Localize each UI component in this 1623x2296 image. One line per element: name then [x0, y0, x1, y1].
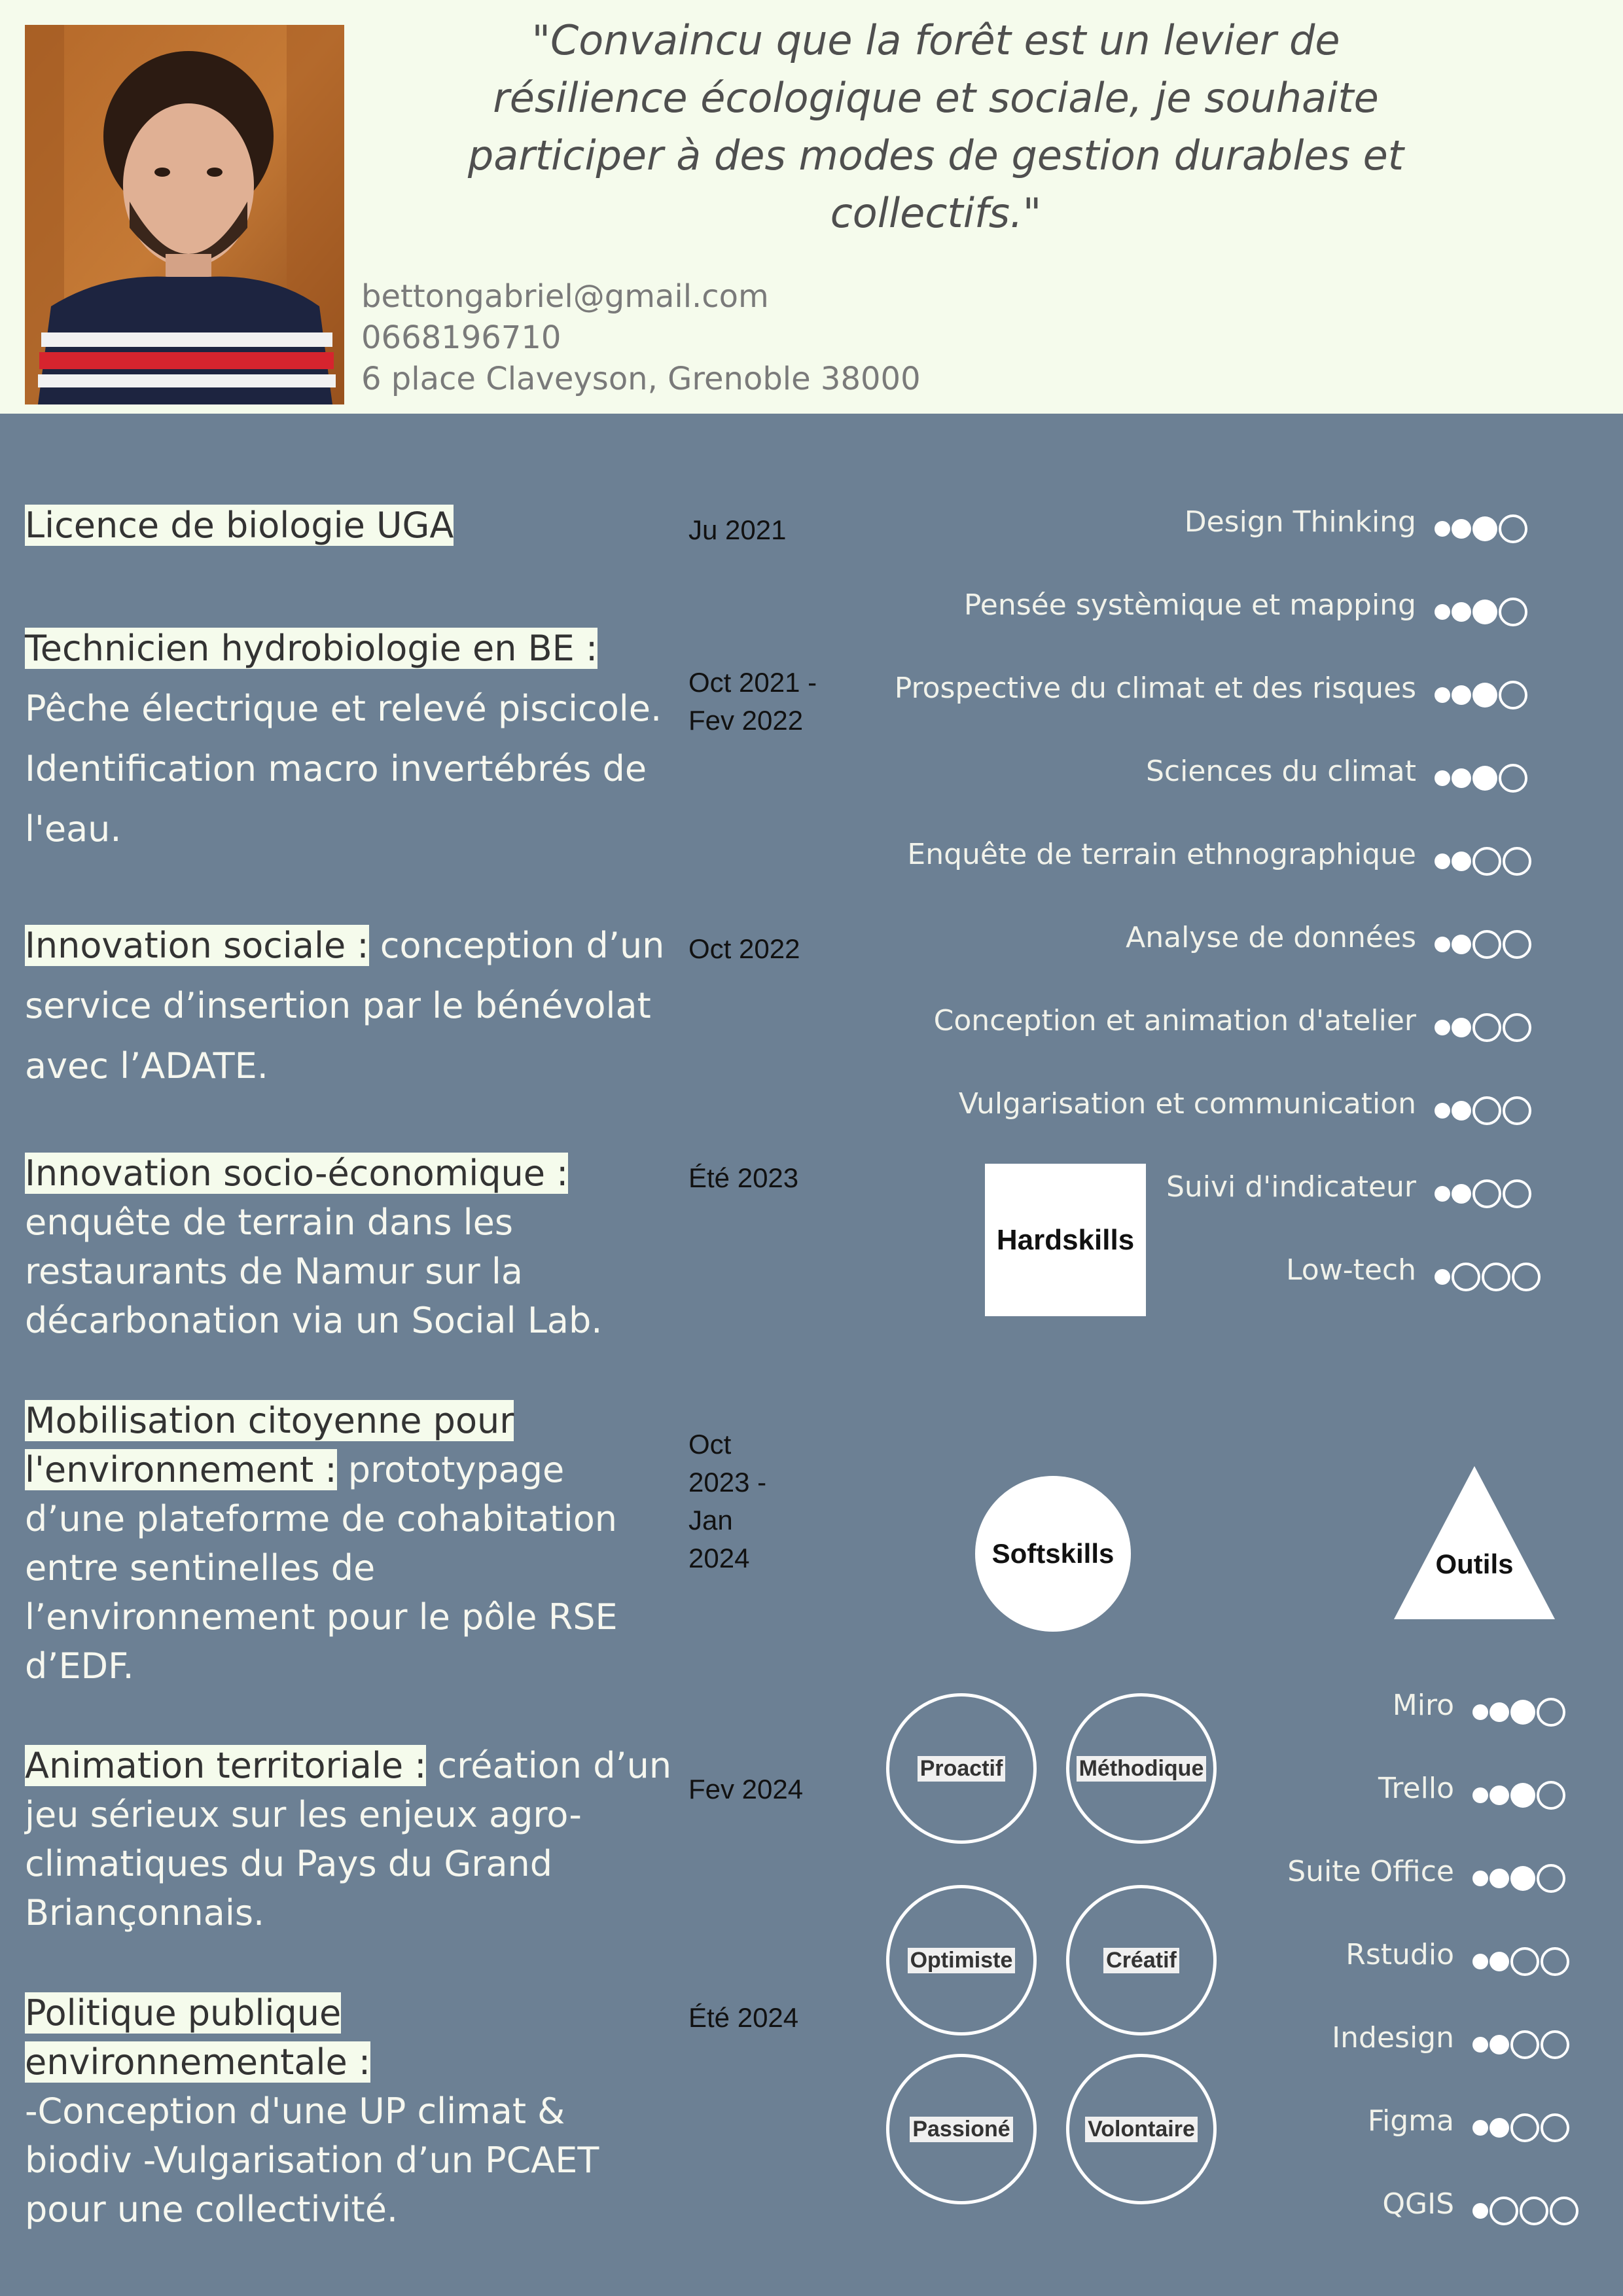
- rating-dot-filled: [1472, 1871, 1488, 1886]
- skill-label: Suivi d'indicateur: [1166, 1170, 1416, 1204]
- rating-dot-filled: [1452, 935, 1471, 954]
- rating-dot-empty: [1520, 2197, 1548, 2225]
- rating-dot-empty: [1503, 847, 1531, 876]
- rating-dot-filled: [1472, 2120, 1488, 2136]
- experience-entry: [25, 1396, 673, 1691]
- experience-description: -Conception d'une UP climat & biodiv -Vulgarisation d’un PCAET pour une collectivité.: [25, 2090, 599, 2230]
- profile-photo: [25, 25, 344, 404]
- skill-label: Sciences du climat: [1146, 755, 1416, 788]
- rating-dot-empty: [1472, 1179, 1501, 1208]
- rating-dot-empty: [1472, 1013, 1501, 1042]
- rating-dot-empty: [1489, 2197, 1518, 2225]
- rating-dot-empty: [1510, 2113, 1539, 2142]
- softskill-label: Méthodique: [1077, 1756, 1207, 1782]
- softskill-item: [886, 1885, 1037, 2036]
- experience-date: Été 2024: [688, 2002, 799, 2033]
- rating-dot-empty: [1499, 764, 1527, 793]
- experience-date: Ju 2021: [688, 514, 787, 545]
- skill-rating: [1435, 1179, 1531, 1208]
- softskills-label: Softskills: [991, 1538, 1115, 1569]
- rating-dot-filled: [1435, 937, 1450, 952]
- experience-description: prototypage d’une plateforme de cohabitation entre sentinelles de l’environnement pour le pôle RSE d’EDF.: [25, 1449, 618, 1687]
- skill-rating: [1435, 1096, 1531, 1125]
- rating-dot-empty: [1472, 1096, 1501, 1125]
- skill-rating: [1472, 1698, 1565, 1727]
- experience-description: Pêche électrique et relevé piscicole. Identification macro invertébrés de l'eau.: [25, 688, 662, 850]
- skill-label: Analyse de données: [1126, 921, 1416, 954]
- rating-dot-filled: [1489, 1785, 1509, 1805]
- skill-rating: [1435, 1013, 1531, 1042]
- skill-label: Indesign: [1332, 2021, 1454, 2054]
- rating-dot-filled: [1452, 768, 1471, 788]
- softskill-item: [886, 2054, 1037, 2204]
- rating-dot-filled: [1435, 521, 1450, 537]
- rating-dot-filled: [1472, 1954, 1488, 1969]
- experience-date: Oct 2021 - Fev 2022: [688, 667, 817, 736]
- skill-label: Design Thinking: [1184, 505, 1416, 539]
- triangle-shape: [1393, 1465, 1556, 1622]
- skill-rating: [1435, 847, 1531, 876]
- skill-rating: [1435, 514, 1527, 543]
- rating-dot-filled: [1435, 853, 1450, 869]
- rating-dot-filled: [1435, 1020, 1450, 1035]
- experience-title: Licence de biologie UGA: [25, 505, 454, 546]
- rating-dot-empty: [1541, 1947, 1569, 1976]
- rating-dot-empty: [1472, 847, 1501, 876]
- softskill-item: [1066, 1693, 1217, 1844]
- rating-dot-filled: [1472, 766, 1497, 791]
- rating-dot-empty: [1510, 2030, 1539, 2059]
- contact-email[interactable]: bettongabriel@gmail.com: [361, 278, 769, 315]
- rating-dot-filled: [1472, 2203, 1488, 2219]
- rating-dot-empty: [1537, 1698, 1565, 1727]
- rating-dot-empty: [1510, 1947, 1539, 1976]
- rating-dot-filled: [1489, 1952, 1509, 1971]
- skill-rating: [1435, 1263, 1541, 1291]
- outils-badge: [1393, 1465, 1556, 1622]
- skill-label: Rstudio: [1346, 1938, 1454, 1971]
- skill-label: Conception et animation d'atelier: [933, 1004, 1416, 1037]
- softskill-item: [1066, 1885, 1217, 2036]
- rating-dot-filled: [1472, 600, 1497, 624]
- rating-dot-empty: [1503, 1179, 1531, 1208]
- softskill-label: Passioné: [910, 2117, 1012, 2142]
- rating-dot-empty: [1472, 930, 1501, 959]
- experience-date: Été 2023: [688, 1162, 799, 1193]
- skill-label: Vulgarisation et communication: [958, 1087, 1416, 1121]
- rating-dot-filled: [1452, 519, 1471, 539]
- softskill-label: Proactif: [918, 1756, 1006, 1782]
- rating-dot-filled: [1435, 770, 1450, 786]
- experience-title: Innovation sociale :: [25, 925, 369, 966]
- skill-label: QGIS: [1382, 2187, 1454, 2221]
- rating-dot-empty: [1550, 2197, 1578, 2225]
- experience-entry: [25, 499, 673, 552]
- rating-dot-filled: [1452, 602, 1471, 622]
- experience-description: enquête de terrain dans les restaurants de Namur sur la décarbonation via un Social Lab.: [25, 1202, 603, 1341]
- rating-dot-filled: [1452, 1184, 1471, 1204]
- softskill-label: Créatif: [1103, 1948, 1179, 1973]
- softskill-item: [1066, 2054, 1217, 2204]
- rating-dot-filled: [1435, 1186, 1450, 1202]
- rating-dot-empty: [1541, 2113, 1569, 2142]
- softskill-item: [886, 1693, 1037, 1844]
- header-quote: "Convaincu que la forêt est un levier de résilience écologique et sociale, je souhaite participer à des modes de gestion durables et collectifs.": [467, 16, 1404, 237]
- skill-rating: [1435, 598, 1527, 626]
- experience-entry: [25, 1149, 673, 1345]
- rating-dot-empty: [1503, 1013, 1531, 1042]
- rating-dot-filled: [1472, 1704, 1488, 1720]
- rating-dot-filled: [1452, 685, 1471, 705]
- skill-rating: [1472, 1781, 1565, 1810]
- rating-dot-empty: [1503, 1096, 1531, 1125]
- rating-dot-filled: [1472, 683, 1497, 708]
- rating-dot-empty: [1499, 514, 1527, 543]
- rating-dot-empty: [1482, 1263, 1510, 1291]
- rating-dot-filled: [1472, 516, 1497, 541]
- skill-rating: [1472, 2197, 1578, 2225]
- rating-dot-empty: [1503, 930, 1531, 959]
- skill-label: Suite Office: [1287, 1855, 1454, 1888]
- rating-dot-filled: [1510, 1700, 1535, 1725]
- skill-label: Figma: [1367, 2104, 1454, 2138]
- rating-dot-filled: [1489, 1869, 1509, 1888]
- rating-dot-filled: [1435, 604, 1450, 620]
- rating-dot-filled: [1489, 1702, 1509, 1722]
- hardskills-badge: [985, 1164, 1146, 1316]
- outils-label: Outils: [1435, 1549, 1514, 1579]
- experience-date: Oct 2023 - Jan 2024: [688, 1429, 767, 1573]
- rating-dot-filled: [1489, 2035, 1509, 2054]
- rating-dot-filled: [1489, 2118, 1509, 2138]
- rating-dot-empty: [1452, 1263, 1480, 1291]
- experience-entry: [25, 1741, 673, 1937]
- skill-label: Prospective du climat et des risques: [894, 672, 1416, 705]
- rating-dot-filled: [1510, 1866, 1535, 1891]
- rating-dot-empty: [1537, 1781, 1565, 1810]
- skill-rating: [1472, 2113, 1569, 2142]
- skill-rating: [1472, 1947, 1569, 1976]
- experience-title: Mobilisation citoyenne pour l'environnement :: [25, 1400, 514, 1490]
- skill-rating: [1435, 764, 1527, 793]
- hardskills-label: Hardskills: [996, 1223, 1135, 1256]
- skill-rating: [1472, 1864, 1565, 1893]
- experience-description: conception d’un service d’insertion par le bénévolat avec l’ADATE.: [25, 925, 665, 1086]
- rating-dot-empty: [1499, 681, 1527, 709]
- skill-rating: [1435, 681, 1527, 709]
- rating-dot-filled: [1472, 1787, 1488, 1803]
- experience-date: Fev 2024: [688, 1774, 804, 1804]
- rating-dot-empty: [1537, 1864, 1565, 1893]
- skill-label: Low-tech: [1286, 1253, 1416, 1287]
- skill-rating: [1472, 2030, 1569, 2059]
- contact-phone[interactable]: 0668196710: [361, 319, 562, 356]
- softskill-label: Optimiste: [908, 1948, 1016, 1973]
- rating-dot-filled: [1435, 1269, 1450, 1285]
- skill-label: Enquête de terrain ethnographique: [907, 838, 1416, 871]
- rating-dot-filled: [1472, 2037, 1488, 2053]
- softskills-badge: [975, 1476, 1131, 1632]
- rating-dot-filled: [1510, 1783, 1535, 1808]
- rating-dot-empty: [1512, 1263, 1541, 1291]
- experience-entry: [25, 619, 673, 859]
- rating-dot-empty: [1499, 598, 1527, 626]
- rating-dot-filled: [1452, 1018, 1471, 1037]
- skill-label: Trello: [1378, 1772, 1454, 1805]
- experience-title: Technicien hydrobiologie en BE :: [25, 628, 598, 669]
- skill-rating: [1435, 930, 1531, 959]
- rating-dot-filled: [1435, 1103, 1450, 1119]
- rating-dot-filled: [1435, 687, 1450, 703]
- skill-label: Pensée systèmique et mapping: [963, 588, 1416, 622]
- rating-dot-empty: [1541, 2030, 1569, 2059]
- experience-description: création d’un jeu sérieux sur les enjeux agro-climatiques du Pays du Grand Briançonnais.: [25, 1745, 672, 1933]
- experience-title: Politique publique environnementale :: [25, 1992, 371, 2083]
- softskill-label: Volontaire: [1085, 2117, 1198, 2142]
- experience-date: Oct 2022: [688, 933, 800, 964]
- skill-label: Miro: [1392, 1689, 1454, 1722]
- rating-dot-filled: [1452, 852, 1471, 871]
- experience-entry: [25, 916, 673, 1096]
- experience-entry: [25, 1988, 673, 2234]
- experience-title: Animation territoriale :: [25, 1745, 427, 1786]
- rating-dot-filled: [1452, 1101, 1471, 1121]
- contact-address: 6 place Claveyson, Grenoble 38000: [361, 361, 921, 397]
- experience-title: Innovation socio-économique :: [25, 1153, 569, 1194]
